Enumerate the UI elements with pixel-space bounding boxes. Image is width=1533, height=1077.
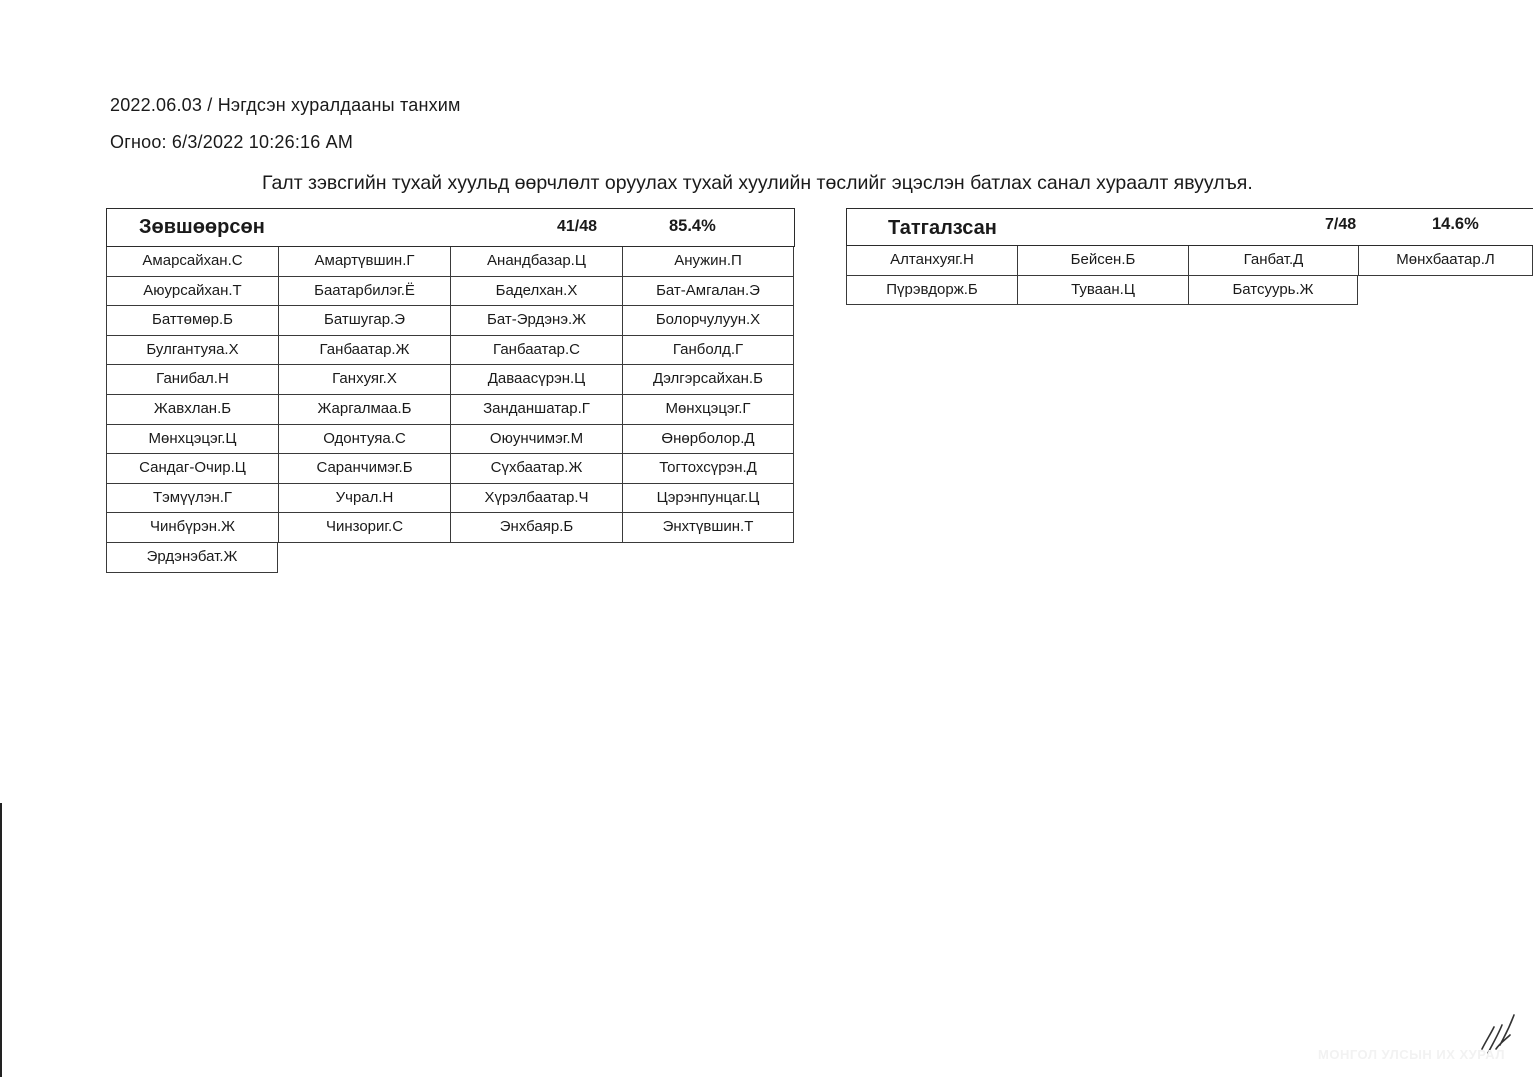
approved-member-name: Сандаг-Очир.Ц xyxy=(106,454,278,484)
approved-member-name: Жаргалмаа.Б xyxy=(278,395,450,425)
approved-member-name: Ганхуяг.Х xyxy=(278,365,450,395)
approved-member-name: Ганбаатар.Ж xyxy=(278,336,450,366)
approved-member-name: Ганбаатар.С xyxy=(450,336,622,366)
approved-member-name: Чинзориг.С xyxy=(278,513,450,543)
approved-member-name: Занданшатар.Г xyxy=(450,395,622,425)
approved-member-name: Мөнхцэцэг.Г xyxy=(622,395,794,425)
approved-count: 41/48 xyxy=(557,218,598,235)
rejected-member-name: Алтанхуяг.Н xyxy=(846,246,1017,276)
approved-member-name: Болорчулуун.Х xyxy=(622,306,794,336)
rejected-member-name: Туваан.Ц xyxy=(1017,276,1188,306)
approved-member-name: Эрдэнэбат.Ж xyxy=(106,543,278,573)
approved-member-name: Одонтуяа.С xyxy=(278,425,450,455)
approved-names-grid xyxy=(106,247,795,573)
rejected-count: 7/48 xyxy=(1325,216,1357,233)
approved-member-name: Ганболд.Г xyxy=(622,336,794,366)
vote-date: Огноо: 6/3/2022 10:26:16 AM xyxy=(110,132,354,152)
approved-member-name: Булгантуяа.Х xyxy=(106,336,278,366)
approved-member-name: Бат-Эрдэнэ.Ж xyxy=(450,306,622,336)
approved-member-name: Саранчимэг.Б xyxy=(278,454,450,484)
rejected-member-name: Батсуурь.Ж xyxy=(1188,276,1358,306)
motion-text: Галт зэвсгийн тухай хуульд өөрчлөлт оруулах тухай хуулийн төслийг эцэслэн батлах санал хураалт явуулъя. xyxy=(262,172,1253,194)
rejected-percent: 14.6% xyxy=(1432,215,1479,233)
approved-member-name: Ганибал.Н xyxy=(106,365,278,395)
approved-member-name: Баттөмөр.Б xyxy=(106,306,278,336)
approved-member-name: Батшугар.Э xyxy=(278,306,450,336)
approved-votes-table xyxy=(106,208,795,573)
approved-member-name: Баатарбилэг.Ё xyxy=(278,277,450,307)
approved-member-name: Жавхлан.Б xyxy=(106,395,278,425)
approved-header xyxy=(106,208,795,247)
rejected-header xyxy=(846,208,1533,246)
approved-member-name: Энхтүвшин.Т xyxy=(622,513,794,543)
approved-percent: 85.4% xyxy=(669,217,716,235)
approved-member-name: Баделхан.Х xyxy=(450,277,622,307)
approved-member-name: Дэлгэрсайхан.Б xyxy=(622,365,794,395)
approved-member-name: Тогтохсүрэн.Д xyxy=(622,454,794,484)
rejected-votes-table xyxy=(846,208,1533,305)
rejected-names-grid xyxy=(846,246,1533,305)
approved-member-name: Бат-Амгалан.Э xyxy=(622,277,794,307)
rejected-member-name: Пүрэвдорж.Б xyxy=(846,276,1017,306)
approved-member-name: Учрал.Н xyxy=(278,484,450,514)
approved-title: Зөвшөөрсөн xyxy=(139,216,265,238)
parliament-stamp: МОНГОЛ УЛСЫН ИХ ХУРАЛ xyxy=(1318,1047,1505,1062)
approved-member-name: Өнөрболор.Д xyxy=(622,425,794,455)
approved-member-name: Энхбаяр.Б xyxy=(450,513,622,543)
approved-member-name: Мөнхцэцэг.Ц xyxy=(106,425,278,455)
approved-member-name: Оюунчимэг.М xyxy=(450,425,622,455)
approved-member-name: Аюурсайхан.Т xyxy=(106,277,278,307)
rejected-member-name: Ганбат.Д xyxy=(1188,246,1358,276)
approved-member-name: Амартүвшин.Г xyxy=(278,247,450,277)
rejected-member-name: Бейсен.Б xyxy=(1017,246,1188,276)
approved-member-name: Тэмүүлэн.Г xyxy=(106,484,278,514)
rejected-member-name: Мөнхбаатар.Л xyxy=(1358,246,1533,276)
approved-member-name: Сүхбаатар.Ж xyxy=(450,454,622,484)
approved-member-name: Хүрэлбаатар.Ч xyxy=(450,484,622,514)
scan-edge-line xyxy=(0,803,2,1077)
rejected-title: Татгалзсан xyxy=(888,217,997,239)
approved-member-name: Даваасүрэн.Ц xyxy=(450,365,622,395)
approved-member-name: Анужин.П xyxy=(622,247,794,277)
approved-member-name: Чинбүрэн.Ж xyxy=(106,513,278,543)
approved-member-name: Амарсайхан.С xyxy=(106,247,278,277)
approved-member-name: Цэрэнпунцаг.Ц xyxy=(622,484,794,514)
session-title: 2022.06.03 / Нэгдсэн хуралдааны танхим xyxy=(110,95,461,115)
approved-member-name: Анандбазар.Ц xyxy=(450,247,622,277)
